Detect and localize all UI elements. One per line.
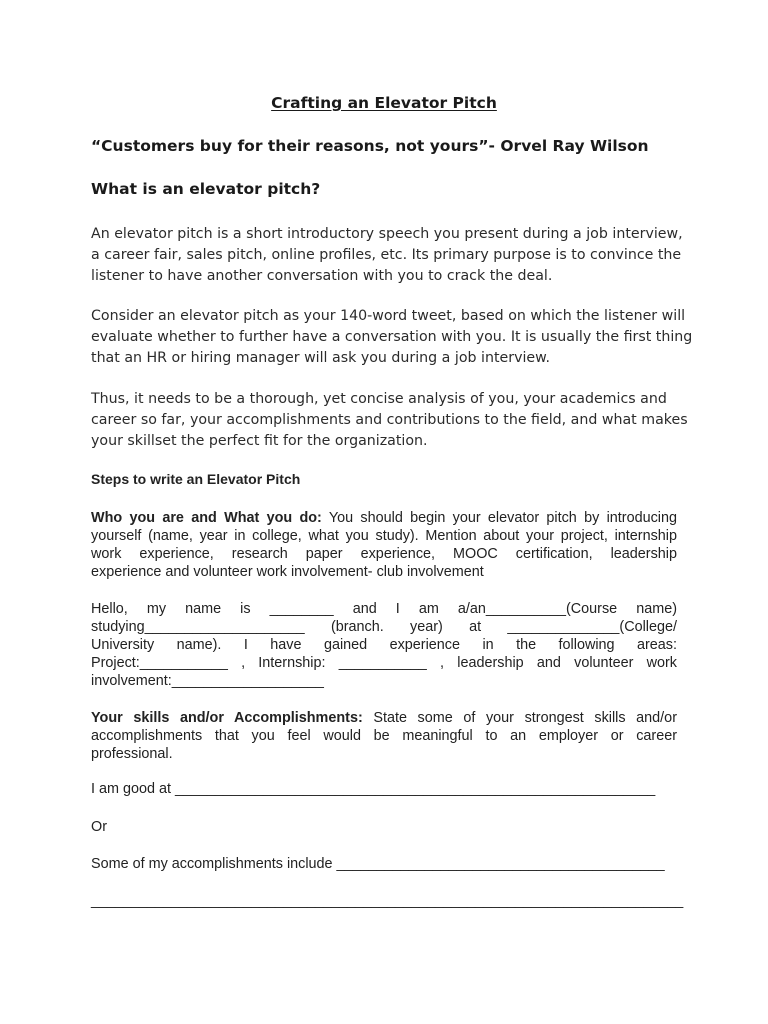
section-line: professional. (91, 746, 173, 762)
paragraph-line: listener to have another conversation with you to crack the deal. (91, 267, 553, 284)
blank-line-text: __________________________________________________________________________ (91, 893, 684, 909)
quote: “Customers buy for their reasons, not yours”- Orvel Ray Wilson (91, 137, 649, 155)
paragraph-line: Thus, it needs to be a thorough, yet concise analysis of you, your academics and (91, 391, 667, 407)
accomplishments-line (91, 855, 677, 873)
paragraph-line: evaluate whether to further have a conversation with you. It is usually the first thing (91, 328, 693, 345)
skills-line1-text: State some of your strongest skills and/or (362, 710, 677, 726)
template-fill-in (91, 600, 677, 690)
paragraph-line: Consider an elevator pitch as your 140-word tweet, based on which the listener will (91, 308, 686, 324)
skills-label: Your skills and/or Accomplishments: (91, 710, 363, 726)
paragraph-line: your skillset the perfect fit for the organization. (91, 432, 428, 449)
section-line: accomplishments that you feel would be meaningful to an employer or career (91, 728, 677, 744)
accomplishments-text: Some of my accomplishments include _________________________________________ (91, 856, 665, 872)
template-line: University name). I have gained experience in the following areas: (91, 637, 677, 653)
or-text: Or (91, 819, 107, 835)
good-at-text: I am good at ____________________________________________________________ (91, 781, 656, 797)
paragraph-line: An elevator pitch is a short introductory speech you present during a job interview, (91, 226, 683, 242)
template-line: Project:___________ , Internship: ___________ , leadership and volunteer work (91, 655, 677, 671)
who-label: Who you are and What you do: (91, 510, 322, 526)
template-line: involvement:___________________ (91, 673, 324, 689)
section-line (91, 709, 677, 727)
intro-paragraph-3 (91, 389, 688, 451)
question-heading: What is an elevator pitch? (91, 180, 321, 198)
blank-line (91, 892, 684, 910)
document-title: Crafting an Elevator Pitch (271, 94, 497, 112)
paragraph-line: career so far, your accomplishments and contributions to the field, and what makes (91, 411, 688, 428)
section-line: yourself (name, year in college, what you study). Mention about your project, internship (91, 528, 677, 544)
template-line: studying____________________ (branch. year) at ______________(College/ (91, 619, 677, 635)
section-line (91, 509, 677, 527)
or-line (91, 818, 677, 836)
intro-paragraph-2 (91, 306, 693, 368)
section-line: experience and volunteer work involvement- club involvement (91, 564, 484, 580)
who-line1-text: You should begin your elevator pitch by introducing (321, 510, 677, 526)
who-section (91, 509, 677, 581)
good-at-line (91, 780, 677, 798)
paragraph-line: a career fair, sales pitch, online profiles, etc. Its primary purpose is to convince the (91, 246, 682, 263)
section-line: work experience, research paper experience, MOOC certification, leadership (91, 546, 677, 562)
skills-section (91, 709, 677, 763)
intro-paragraph-1 (91, 224, 683, 286)
steps-heading: Steps to write an Elevator Pitch (91, 471, 301, 487)
paragraph-line: that an HR or hiring manager will ask you during a job interview. (91, 349, 550, 366)
template-line: Hello, my name is ________ and I am a/an__________(Course name) (91, 601, 677, 617)
